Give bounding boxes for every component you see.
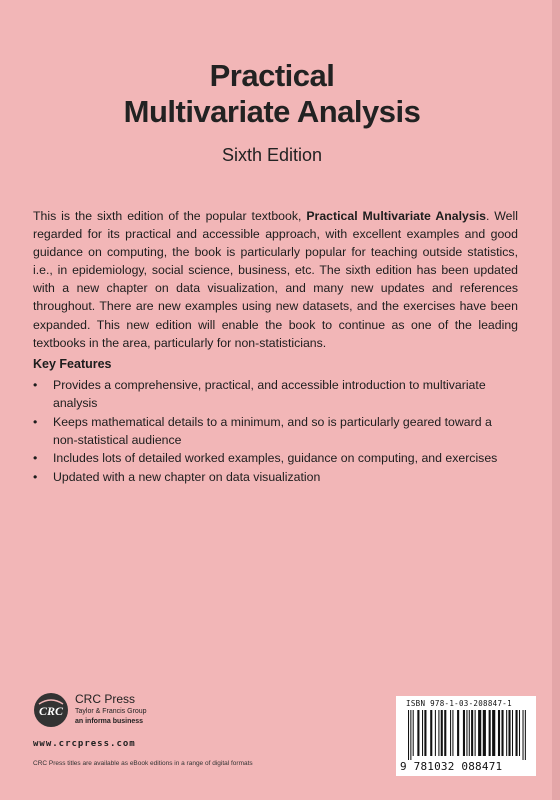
publisher-business: an informa business [75, 718, 144, 725]
description-title-bold: Practical Multivariate Analysis [306, 209, 486, 223]
feature-text: Updated with a new chapter on data visualization [53, 469, 321, 484]
barcode-bar [441, 710, 443, 756]
barcode-bar [457, 710, 459, 756]
barcode-bar [469, 710, 470, 756]
barcode-bar [483, 710, 486, 756]
ebook-note: CRC Press titles are available as eBook editions in a range of digital formats [33, 760, 253, 767]
book-description [33, 207, 518, 352]
crc-logo-text: CRC [38, 704, 64, 718]
book-title-line-2: Multivariate Analysis [123, 94, 421, 129]
barcode-box [396, 696, 536, 776]
barcode-bar [506, 710, 507, 756]
barcode-bar [424, 710, 426, 756]
publisher-group: Taylor & Francis Group [75, 708, 147, 715]
barcode-bar [430, 710, 432, 756]
barcode-bar [478, 710, 481, 756]
list-item [33, 449, 503, 467]
barcode-bar [519, 710, 520, 756]
publisher-url: www.crcpress.com [33, 739, 136, 749]
key-features-list [33, 376, 503, 487]
crc-logo-icon [33, 692, 69, 728]
barcode-bar [475, 710, 476, 756]
barcode-bar [471, 710, 473, 756]
list-item [33, 468, 503, 486]
feature-text: Keeps mathematical details to a minimum, and so is particularly geared toward a non-statistical audience [53, 414, 492, 447]
barcode-digits: 9 781032 088471 [400, 760, 503, 773]
barcode-bar [452, 710, 453, 756]
barcode-bar [435, 710, 436, 756]
description-body: . Well regarded for its practical and accessible approach, with excellent examples and good guidance on computing, the book is particularly popular for teaching outside statistics, i.e., in epidemiology, social science, business, etc. The sixth edition has been updated with a new chapter on data visualization, and many new updates and references throughout. There are new examples using new datasets, and the exercises have been expanded. This new edition will enable the book to continue as one of the leading textbooks in the area, particularly for non-statisticians. [33, 209, 518, 350]
barcode-bar [422, 710, 423, 756]
barcode-bar [410, 710, 411, 760]
book-title [0, 58, 544, 130]
barcode-bar [525, 710, 526, 760]
isbn-label: ISBN 978-1-03-208847-1 [406, 699, 512, 708]
barcode-bar [444, 710, 446, 756]
edition-label: Sixth Edition [221, 145, 323, 165]
description-intro: This is the sixth edition of the popular textbook, [33, 209, 307, 223]
barcode-bar [489, 710, 491, 756]
barcode-bar [408, 710, 409, 760]
publisher-logo-block [33, 692, 253, 752]
book-title-line-1: Practical [209, 58, 335, 93]
barcode-bar [492, 710, 495, 756]
list-item [33, 413, 503, 449]
barcode-bar [508, 710, 510, 756]
feature-text: Provides a comprehensive, practical, and accessible introduction to multivariate analysis [53, 378, 486, 411]
barcode-bar [512, 710, 513, 756]
barcode-bar [438, 710, 439, 756]
bullet-icon: • [33, 469, 38, 484]
key-features-heading: Key Features [33, 357, 112, 371]
barcode-bar [523, 710, 524, 760]
barcode-graphic [408, 710, 528, 760]
bullet-icon: • [33, 414, 38, 429]
bullet-icon: • [33, 378, 38, 392]
publisher-name: CRC Press [75, 692, 136, 706]
cover-edge-strip [552, 0, 560, 800]
feature-text: Includes lots of detailed worked examples, guidance on computing, and exercises [53, 451, 498, 466]
barcode-bar [515, 710, 517, 756]
barcode-bar [501, 710, 503, 756]
bullet-icon: • [33, 451, 38, 466]
barcode-bar [498, 710, 500, 756]
barcode-bar [413, 710, 414, 756]
list-item [33, 376, 503, 412]
barcode-bar [463, 710, 465, 756]
barcode-bar [466, 710, 467, 756]
barcode-bar [450, 710, 451, 756]
barcode-bar [417, 710, 419, 756]
